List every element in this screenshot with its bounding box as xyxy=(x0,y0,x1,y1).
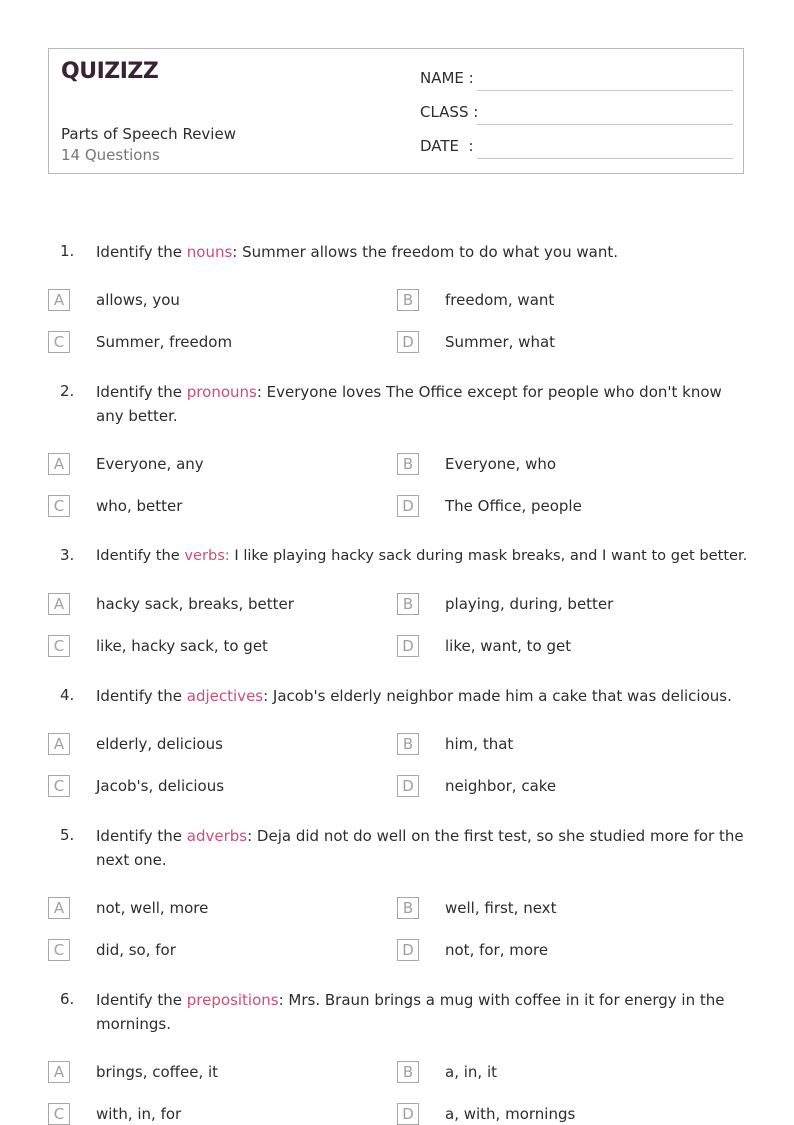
name-line xyxy=(477,90,733,91)
option-text: hacky sack, breaks, better xyxy=(96,595,294,613)
date-label: DATE : xyxy=(420,137,474,155)
option-letter-box: C xyxy=(48,1103,70,1125)
question-suffix: : Summer allows the freedom to do what you want. xyxy=(232,243,618,261)
class-label: CLASS : xyxy=(420,103,479,121)
question-number: 2. xyxy=(60,382,75,400)
option-letter-box: D xyxy=(397,495,419,517)
option-letter-box: A xyxy=(48,733,70,755)
option-letter-box: A xyxy=(48,897,70,919)
name-label: NAME : xyxy=(420,69,474,87)
option-letter-box: C xyxy=(48,775,70,797)
quizizz-logo: QUIZIZZ xyxy=(61,59,159,84)
option-letter-box: B xyxy=(397,1061,419,1083)
question-keyword: nouns xyxy=(186,243,233,261)
question-number: 5. xyxy=(60,826,75,844)
option-text: like, hacky sack, to get xyxy=(96,637,268,655)
question-suffix: I like playing hacky sack during mask breaks, and I want to get better. xyxy=(229,547,748,564)
option-letter-box: D xyxy=(397,939,419,961)
option-letter-box: B xyxy=(397,733,419,755)
option-letter-box: B xyxy=(397,453,419,475)
quiz-title: Parts of Speech Review xyxy=(61,125,236,143)
option-letter-box: A xyxy=(48,593,70,615)
option-text: him, that xyxy=(445,735,514,753)
option-text: not, well, more xyxy=(96,899,209,917)
question-keyword: adjectives xyxy=(186,687,264,705)
class-line xyxy=(477,124,733,125)
question-number: 4. xyxy=(60,686,75,704)
option-text: a, with, mornings xyxy=(445,1105,576,1123)
option-text: brings, coffee, it xyxy=(96,1063,219,1081)
option-text: allows, you xyxy=(96,291,180,309)
option-letter-box: D xyxy=(397,635,419,657)
option-text: like, want, to get xyxy=(445,637,572,655)
question-text xyxy=(96,988,748,1036)
option-text: not, for, more xyxy=(445,941,549,959)
option-letter-box: D xyxy=(397,331,419,353)
option-letter-box: C xyxy=(48,331,70,353)
option-text: Summer, freedom xyxy=(96,333,233,351)
question-prefix: Identify the xyxy=(96,991,187,1009)
option-text: Jacob's, delicious xyxy=(96,777,225,795)
option-letter-box: A xyxy=(48,289,70,311)
option-letter-box: D xyxy=(397,775,419,797)
option-text: with, in, for xyxy=(96,1105,182,1123)
date-line xyxy=(477,158,733,159)
option-text: a, in, it xyxy=(445,1063,497,1081)
question-suffix: : Jacob's elderly neighbor made him a cake that was delicious. xyxy=(263,687,732,705)
option-letter-box: C xyxy=(48,939,70,961)
question-text xyxy=(96,240,748,264)
question-number: 3. xyxy=(60,546,75,564)
question-number: 6. xyxy=(60,990,75,1008)
option-letter-box: D xyxy=(397,1103,419,1125)
question-prefix: Identify the xyxy=(96,687,187,705)
option-text: who, better xyxy=(96,497,183,515)
question-text xyxy=(96,824,748,872)
question-prefix: Identify the xyxy=(96,827,187,845)
question-prefix: Identify the xyxy=(96,383,187,401)
option-text: playing, during, better xyxy=(445,595,614,613)
question-keyword: pronouns xyxy=(186,383,257,401)
worksheet-header xyxy=(48,48,744,174)
option-text: neighbor, cake xyxy=(445,777,557,795)
option-letter-box: B xyxy=(397,593,419,615)
option-letter-box: C xyxy=(48,635,70,657)
option-text: did, so, for xyxy=(96,941,176,959)
question-keyword: prepositions xyxy=(186,991,279,1009)
option-text: The Office, people xyxy=(445,497,582,515)
option-letter-box: B xyxy=(397,897,419,919)
question-prefix: Identify the xyxy=(96,547,185,564)
option-text: Everyone, who xyxy=(445,455,557,473)
question-suffix: : Mrs. Braun brings a mug with coffee in it for energy in the mornings. xyxy=(96,991,725,1033)
question-text xyxy=(96,380,748,428)
question-number: 1. xyxy=(60,242,75,260)
option-text: Summer, what xyxy=(445,333,556,351)
question-count: 14 Questions xyxy=(61,146,160,164)
option-text: freedom, want xyxy=(445,291,555,309)
option-text: elderly, delicious xyxy=(96,735,223,753)
question-text xyxy=(96,544,748,568)
question-text xyxy=(96,684,748,708)
option-text: well, first, next xyxy=(445,899,557,917)
question-prefix: Identify the xyxy=(96,243,187,261)
option-letter-box: A xyxy=(48,1061,70,1083)
option-letter-box: B xyxy=(397,289,419,311)
option-letter-box: A xyxy=(48,453,70,475)
option-letter-box: C xyxy=(48,495,70,517)
question-suffix: : Everyone loves The Office except for people who don't know any better. xyxy=(96,383,722,425)
question-suffix: : Deja did not do well on the first test, so she studied more for the next one. xyxy=(96,827,744,869)
question-keyword: adverbs xyxy=(186,827,248,845)
question-keyword: verbs: xyxy=(184,547,230,564)
option-text: Everyone, any xyxy=(96,455,204,473)
